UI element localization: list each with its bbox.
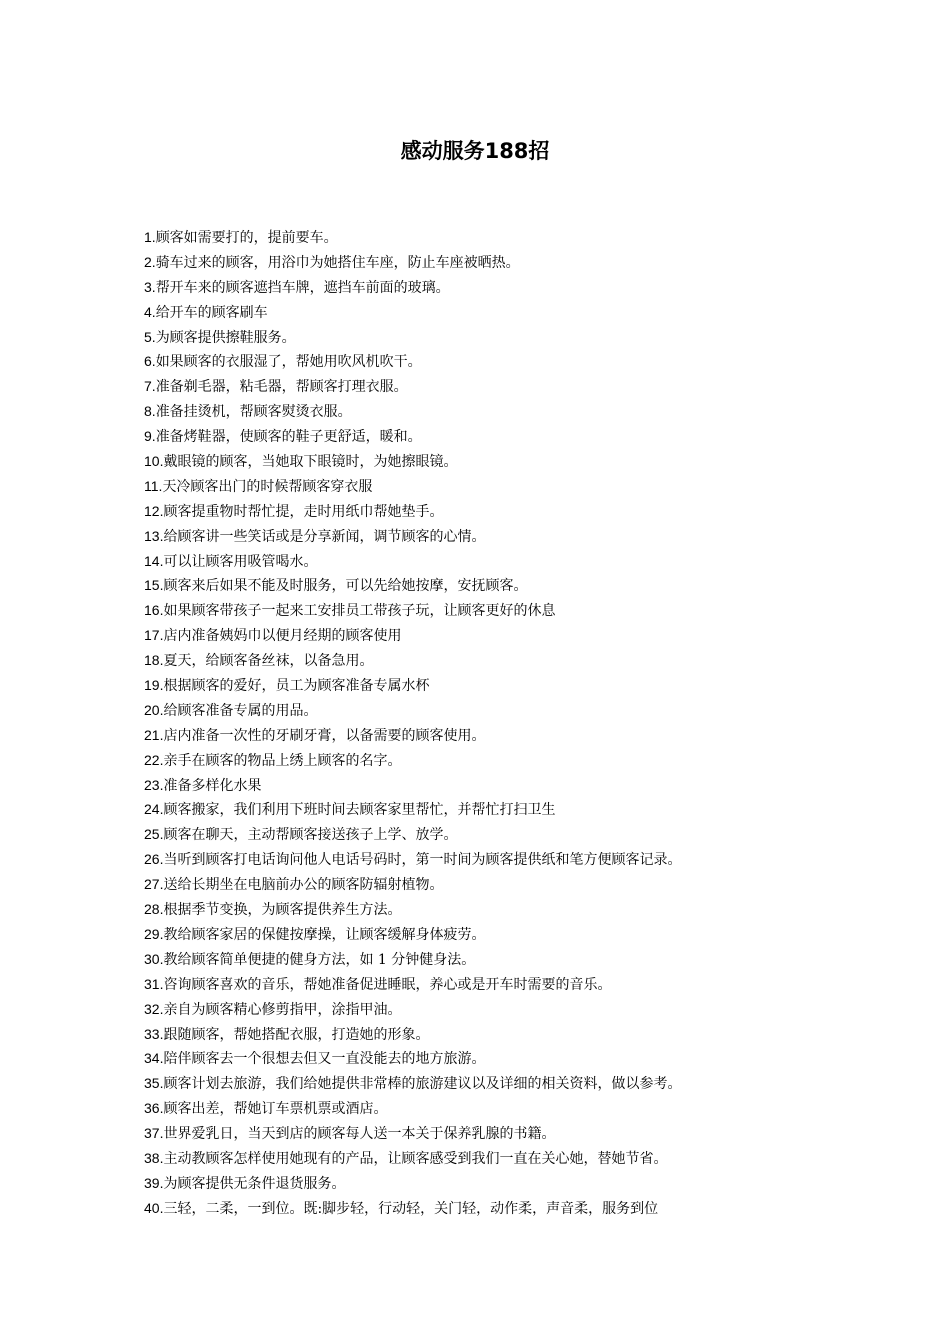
list-item <box>144 573 844 598</box>
list-item <box>144 797 844 822</box>
list-item-text: 为顾客提供擦鞋服务。 <box>155 329 296 346</box>
list-item-number: 39. <box>144 1174 164 1191</box>
list-item <box>144 1196 844 1221</box>
list-item-number: 4. <box>144 303 156 320</box>
list-item-number: 3. <box>144 278 156 295</box>
list-item-number: 27. <box>144 876 164 893</box>
list-item <box>144 623 844 648</box>
list-item <box>144 1022 844 1047</box>
list-item-number: 28. <box>144 901 164 918</box>
list-item-number: 22. <box>144 751 164 768</box>
list-item-text: 骑车过来的顾客，用浴巾为她搭住车座，防止车座被晒热。 <box>155 254 520 271</box>
list-item-text: 准备剃毛器，粘毛器，帮顾客打理衣服。 <box>155 379 408 396</box>
list-item-number: 29. <box>144 925 164 942</box>
list-item <box>144 648 844 673</box>
list-item-text: 三轻，二柔，一到位。既:脚步轻，行动轻，关门轻，动作柔，声音柔，服务到位 <box>163 1200 659 1217</box>
list-item-number: 33. <box>144 1025 164 1042</box>
list-item-number: 37. <box>144 1125 164 1142</box>
list-item-text: 亲手在顾客的物品上绣上顾客的名字。 <box>163 752 402 769</box>
list-item-number: 31. <box>144 975 164 992</box>
list-item <box>144 972 844 997</box>
list-item-text: 天冷顾客出门的时候帮顾客穿衣服 <box>162 478 373 495</box>
list-item-text: 顾客搬家，我们利用下班时间去顾客家里帮忙，并帮忙打扫卫生 <box>163 802 556 819</box>
list-item-number: 35. <box>144 1075 164 1092</box>
list-item-number: 15. <box>144 577 164 594</box>
list-item <box>144 499 844 524</box>
list-item <box>144 723 844 748</box>
list-item-number: 17. <box>144 627 164 644</box>
list-item-number: 10. <box>144 453 164 470</box>
list-item-text: 可以让顾客用吸管喝水。 <box>163 553 318 570</box>
list-item-number: 18. <box>144 652 164 669</box>
list-item-number: 32. <box>144 1000 164 1017</box>
list-item <box>144 598 844 623</box>
list-item <box>144 847 844 872</box>
list-item <box>144 1171 844 1196</box>
list-item-number: 5. <box>144 328 156 345</box>
list-item-text: 顾客如需要打的，提前要车。 <box>155 230 338 246</box>
list-item <box>144 1096 844 1121</box>
list-item <box>144 424 844 449</box>
list-item-text: 咨询顾客喜欢的音乐，帮她准备促进睡眠，养心或是开车时需要的音乐。 <box>163 976 612 993</box>
list-item-text: 教给顾客家居的保健按摩操，让顾客缓解身体疲劳。 <box>163 926 486 943</box>
list-item-number: 16. <box>144 602 164 619</box>
list-item <box>144 922 844 947</box>
list-item <box>144 399 844 424</box>
list-item <box>144 698 844 723</box>
list-item-text: 帮开车来的顾客遮挡车牌，遮挡车前面的玻璃。 <box>155 279 450 296</box>
list-item-text: 戴眼镜的顾客，当她取下眼镜时，为她擦眼镜。 <box>163 454 458 471</box>
list-item <box>144 872 844 897</box>
list-item <box>144 549 844 574</box>
list-item-number: 23. <box>144 776 164 793</box>
service-item-list <box>144 225 844 1221</box>
list-item-number: 40. <box>144 1199 164 1216</box>
list-item-number: 24. <box>144 801 164 818</box>
list-item <box>144 673 844 698</box>
list-item-number: 36. <box>144 1100 164 1117</box>
list-item-text: 根据季节变换，为顾客提供养生方法。 <box>163 902 402 919</box>
list-item <box>144 524 844 549</box>
list-item-number: 7. <box>144 378 156 395</box>
list-item <box>144 300 844 325</box>
list-item-text: 顾客提重物时帮忙提，走时用纸巾帮她垫手。 <box>163 503 444 520</box>
list-item <box>144 997 844 1022</box>
list-item <box>144 947 844 972</box>
list-item-number: 9. <box>144 428 156 445</box>
list-item-text: 跟随顾客，帮她搭配衣服，打造她的形象。 <box>163 1026 430 1043</box>
list-item <box>144 474 844 499</box>
list-item <box>144 325 844 350</box>
list-item-number: 11. <box>144 477 163 494</box>
list-item-number: 19. <box>144 677 164 694</box>
list-item <box>144 275 844 300</box>
list-item-number: 21. <box>144 726 164 743</box>
list-item-text: 教给顾客简单便捷的健身方法，如 1 分钟健身法。 <box>163 951 476 968</box>
list-item <box>144 897 844 922</box>
list-item-number: 20. <box>144 701 164 718</box>
list-item <box>144 349 844 374</box>
list-item-number: 8. <box>144 403 156 420</box>
list-item-text: 世界爱乳日，当天到店的顾客每人送一本关于保养乳腺的书籍。 <box>163 1126 556 1143</box>
list-item-text: 给顾客准备专属的用品。 <box>163 702 318 719</box>
list-item-text: 夏天，给顾客备丝袜，以备急用。 <box>163 653 374 670</box>
list-item-text: 顾客计划去旅游，我们给她提供非常棒的旅游建议以及详细的相关资料，做以参考。 <box>163 1076 682 1093</box>
list-item <box>144 1071 844 1096</box>
list-item-text: 准备烤鞋器，使顾客的鞋子更舒适，暖和。 <box>155 429 422 446</box>
list-item <box>144 250 844 275</box>
list-item-text: 顾客在聊天，主动帮顾客接送孩子上学、放学。 <box>163 827 458 844</box>
list-item-text: 为顾客提供无条件退货服务。 <box>163 1175 346 1192</box>
list-item-number: 26. <box>144 851 164 868</box>
page-title: 感动服务188招 <box>400 139 550 163</box>
list-item-text: 亲自为顾客精心修剪指甲，涂指甲油。 <box>163 1001 402 1018</box>
list-item-number: 34. <box>144 1050 164 1067</box>
list-item <box>144 449 844 474</box>
list-item-number: 1. <box>144 229 156 245</box>
list-item-text: 如果顾客带孩子一起来工安排员工带孩子玩，让顾客更好的休息 <box>163 603 556 620</box>
list-item-number: 38. <box>144 1149 164 1166</box>
list-item-text: 给顾客讲一些笑话或是分享新闻，调节顾客的心情。 <box>163 528 486 545</box>
list-item-text: 顾客出差，帮她订车票机票或酒店。 <box>163 1101 388 1118</box>
list-item <box>144 748 844 773</box>
list-item-text: 根据顾客的爱好，员工为顾客准备专属水杯 <box>163 678 430 695</box>
list-item <box>144 1046 844 1071</box>
list-item-text: 店内准备姨妈巾以便月经期的顾客使用 <box>163 628 402 645</box>
list-item-text: 当听到顾客打电话询问他人电话号码时，第一时间为顾客提供纸和笔方便顾客记录。 <box>163 852 682 869</box>
list-item-text: 主动教顾客怎样使用她现有的产品，让顾客感受到我们一直在关心她，替她节省。 <box>163 1150 668 1167</box>
list-item-text: 如果顾客的衣服湿了，帮她用吹风机吹干。 <box>155 354 422 371</box>
list-item-text: 给开车的顾客刷车 <box>155 304 268 321</box>
list-item-text: 陪伴顾客去一个很想去但又一直没能去的地方旅游。 <box>163 1051 486 1068</box>
list-item-number: 2. <box>144 253 156 270</box>
list-item-number: 14. <box>144 552 164 569</box>
list-item <box>144 225 844 250</box>
list-item-text: 准备多样化水果 <box>163 777 262 794</box>
list-item-text: 准备挂烫机，帮顾客熨烫衣服。 <box>155 404 352 421</box>
list-item-number: 25. <box>144 826 164 843</box>
list-item-text: 送给长期坐在电脑前办公的顾客防辐射植物。 <box>163 877 444 894</box>
list-item <box>144 1121 844 1146</box>
list-item-text: 顾客来后如果不能及时服务，可以先给她按摩，安抚顾客。 <box>163 578 528 595</box>
list-item-number: 12. <box>144 502 164 519</box>
list-item-text: 店内准备一次性的牙刷牙膏，以备需要的顾客使用。 <box>163 727 486 744</box>
list-item-number: 6. <box>144 353 156 370</box>
list-item <box>144 822 844 847</box>
list-item <box>144 1146 844 1171</box>
list-item-number: 30. <box>144 950 164 967</box>
list-item <box>144 773 844 798</box>
list-item-number: 13. <box>144 527 164 544</box>
list-item <box>144 374 844 399</box>
